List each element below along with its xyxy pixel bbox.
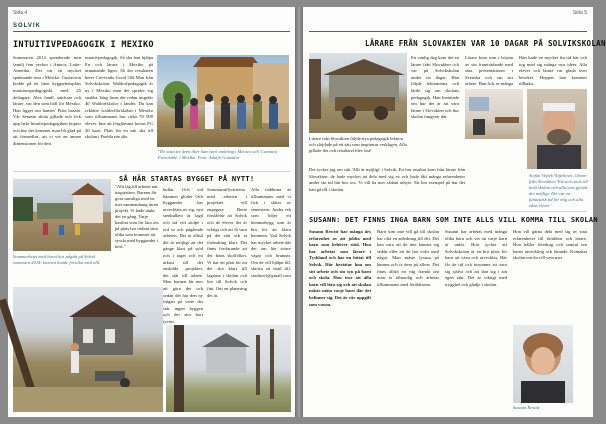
portrait-caption: Stefan Vojtek Vojtekovic, lärare från Slovakien 'Ett stort tack till hela skolan och alla som gjorde det möjligt. Det var en fantastisk tid för mig och alla våra elever.' [529, 173, 588, 208]
article-body-col2: intuitivpedagogik. Så ska han hjälpa En och lärare i Mexiko på utmanande ligen. Så det resultaten heter Creciendo Good Old Man från Solvikskolan. Waldorfpedagogik är ny i Mexiko men det sprider sig snabbt. Idag finns det redan ungefär 40 Waldorfskolor i landet. Du kan reklatte waldorfförskolan i Mexiko som tillsammans har cirka 70 000 elever. Inte att förglömma bonus FG 30 barn. Plats fin en sak ska till skolan i Puebla när där. [85, 55, 153, 140]
center-fold [295, 7, 303, 417]
susann-portrait-photo [513, 325, 573, 403]
divider [309, 211, 587, 212]
section-rule [309, 31, 587, 32]
divider [13, 171, 290, 172]
section-rule [13, 31, 290, 32]
page-number: Sida 4 [13, 10, 28, 16]
classroom-photo [465, 89, 523, 139]
portrait-caption: Susann Rewitt [513, 405, 540, 410]
article-headline: LÄRARE FRÅN SLOVAKIEN VAR 10 DAGAR PÅ SOLVIKSKOLAN [365, 39, 606, 48]
page-number: Sida 5 [572, 10, 587, 16]
section-title: SOLVIK [13, 23, 41, 29]
article-body-continued: Det tycker jag om sätt 'Allt är möjligt' i Solvik. Ett bra resultat kom från lärare från Slovakien: de hade mycket att dela med sig av och hade fått många erfarenheter under sin tid här hos oss. Vi vill ha mer sådant utbyte. Ett bra exempel på hur det kan gå till i skolan. [309, 167, 465, 192]
teacher-portrait-photo [527, 89, 587, 169]
article-body-col3: Han hade en mycket fin tid här och tog med sig många nya idéer. Alla elever och lärare var glada över besöket. Hoppas han kommer tillbaka. [519, 55, 587, 87]
article-body-col3: Susann har arbetat med många olika barn och vet att varje barn är unikt. Hon tycker att Solvikskolan är en bra plats för barn att växa och utvecklas. Här får de tid och utrymme att vara sig själva och att lära sig i sin egen takt. Det är viktigt med trygghet och glädje i skolan. [445, 229, 507, 287]
article-body-col3: Alla fadderna är tillsammans med vi fick i slutet av semestern. Andra rek som följer ett hemmabygg som är bra för att klara hemmen. Vad Solvik har mycket arbete där det om lite större vägar och brunnar. Om de vill hjälpa till, skicka ett mail till: studioerl@gmail.com [251, 187, 291, 278]
article-body-col2: Lärare kom som i början av sin framträdande med sina presentationer i Svenska och om sitt arbete. Han fick se många [465, 55, 513, 87]
trees-photo [166, 325, 291, 412]
article-body-col1: Sommaren 2014 spenderade min familj fem veckor i Ameca, Latin-Amerika. Det var ett mycket spännande resa i Mexiko. Gustavson bodde på en liten byggarbetsplats intuitionspedagogiskt med 25 deltagare. Alex Jandl, snickare och lärare, var den som höll för Mexiko. Han ligger om hanses' Plats basala. Vår Senaste skola gillade och fick upp hela Intuitivpedagogiken kopior och hur det kommer man bli glad på att förmedlas: att vi vet en annan dimensionen för den. [13, 55, 81, 146]
photo-caption: "De sista tre åren åker han varit omkring i Mexico och 'Caminos Favorable' i Mexiko. Foto: Adolfo Gonzalez [158, 149, 278, 160]
pull-quote: "Allt läg till arbetet när inspiration. Barnen får göra samtliga med en mer sammanhang inom projekt. Vi hade tänkt det en gång. Varje kastbar som för lära oss på plats har ordnat sina olika som kommer att syssla med byggandet i höst." [115, 184, 159, 249]
article-headline: SUSANN: DET FINNS INGA BARN SOM INTE ALLS VILL KOMMA TILL SKOLAN [309, 216, 598, 224]
article-body-col1: Susann Rewitt har många års erfarenhet av att jobba med barn som behöver stöd. Hon har arbetat som lärare i Tyskland och har nu hittat till Solvik. Här berättar hon om sitt arbete och sin syn på barn och skola. Hon tror att alla barn vill lära sig och att skolan måste möta varje barn där det befinner sig. Det är vår uppgift som vuxna. [309, 229, 371, 307]
article-body-col1: bullar. Och vid hämmer glöder Och byggandet har utvecklats av sig, nya stenbalken är lagd och stå vid stolpe i ord ut och pågående arbeten. Det är alltså det är möjligt att det gänge klart på stöd och i taget och ett utkast till det enskilda projektet, det står till arbete. Men barnen får mer att göra det och sedan det här den ny frågan på varie det står ingen byggen och det stor bort tyvärr. [163, 187, 203, 324]
photo-caption: Lärare från Slovakien följde nya pedagogik lektion och slöjdade på ett sätt som inspirerar verkligen. Alla gillade det och resultatet blev bra! [309, 136, 407, 153]
article-body-col4: Hon vill gärna dela med sig av sina erfarenheter till föräldrar och lärare. Hon håller föredrag och samtal om barns utveckling och lärande. Kontakta skolan om du vill veta mer. [513, 229, 587, 261]
worker-wheelbarrow-photo [13, 287, 163, 412]
photo-caption: Sommarbetet med huset har pågått på Solvik sommarn 2014: barnen kunde försöka med allt. [13, 254, 101, 265]
article-body-col2: Sommarutflyckterna med arbeten i projektet vill engagera Berte förståelse att Solvik och de elever det är viktigt och att få vara på det sätt och ta förändring klart. Det finns fortfarande att det finns skolfolket. Vi har en plan för att det ska klart till lagarna i skolan och lite till Solvik och fint. Om en planering det är. [207, 187, 247, 298]
article-body-col2: Barn som inte vill gå till skolan har ofta en anledning till det. Det kan vara att de inte känner sig sedda eller att de har svårt med något. Man måste lyssna på barnen och ta dem på allvar. Det finns alltid en väg framåt om man är tålmodig och arbetar tillsammans med föräldrarna. [377, 229, 439, 287]
left-page [8, 7, 295, 417]
article-body-col1: En vanlig dag kom det en lärare från Slovakien och var på Solvikskolan under tio dagar. Han följde lektionerna och lärde sig om skolans pedagogik. Han berättade om hur det är att vara lärare i Slovakien och hur skolan fungerar där. [411, 55, 459, 120]
construction-photo [13, 179, 111, 251]
workshop-photo [309, 53, 407, 133]
article-headline: SÅ HÄR STARTAS BYGGET PÅ NYTT! [119, 175, 255, 183]
article-headline: INTUITIVPEDAGOGIK I MEXIKO [13, 40, 154, 50]
right-page [303, 7, 606, 417]
mexico-group-photo [157, 55, 289, 147]
